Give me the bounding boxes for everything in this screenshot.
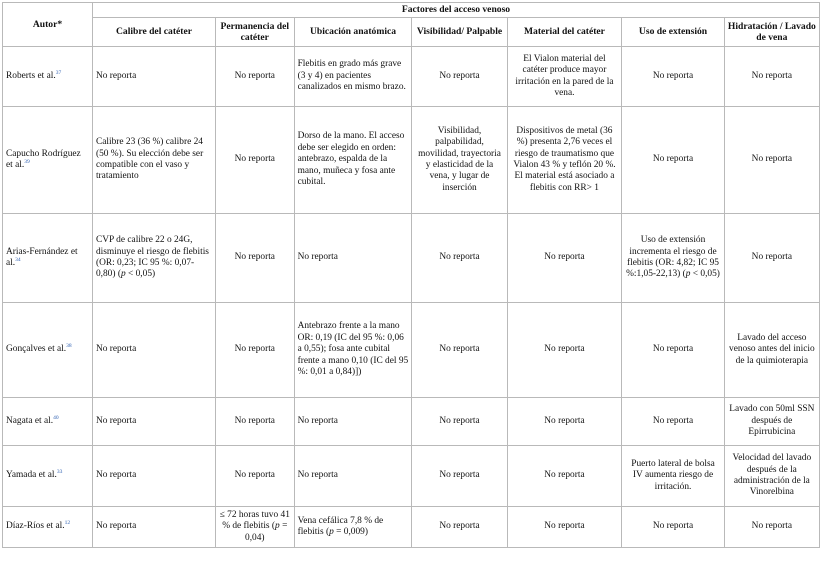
permanencia-cell: No reporta	[216, 303, 295, 398]
author-cell: Capucho Rodríguez et al.$^{39}$	[3, 107, 93, 214]
calibre-cell: CVP de calibre 22 o 24G, disminuye el riesgo de flebitis (OR: 0,23; IC 95 %: 0,07-0,80) (p < 0,05)	[92, 214, 215, 303]
extension-cell: No reporta	[622, 107, 724, 214]
ubicacion-cell: Vena cefálica 7,8 % de flebitis (p = 0,009)	[294, 507, 412, 548]
group-header: Factores del acceso venoso	[92, 3, 819, 18]
ubicacion-cell: No reporta	[294, 398, 412, 446]
permanencia-cell: No reporta	[216, 214, 295, 303]
visibilidad-cell: No reporta	[412, 398, 507, 446]
permanencia-cell: No reporta	[216, 446, 295, 507]
reference-link[interactable]: 37	[55, 69, 62, 76]
reference-link[interactable]: 33	[56, 469, 63, 476]
material-cell: Dispositivos de metal (36 %) presenta 2,76 veces el riesgo de traumatismo que Vialon 43 % y teflón 20 %. El material está asociado a flebitis con RR> 1	[507, 107, 622, 214]
visibilidad-cell: No reporta	[412, 446, 507, 507]
reference-link[interactable]: 34	[15, 256, 21, 263]
reference-link[interactable]: 12	[64, 520, 71, 527]
column-header-calibre: Calibre del catéter	[92, 18, 215, 47]
material-cell: No reporta	[507, 214, 622, 303]
visibilidad-cell: No reporta	[412, 507, 507, 548]
visibilidad-cell: No reporta	[412, 214, 507, 303]
calibre-cell: No reporta	[92, 303, 215, 398]
visibilidad-cell: Visibilidad, palpabilidad, movilidad, trayectoria y elasticidad de la vena, y lugar de inserción	[412, 107, 507, 214]
author-cell: Arias-Fernández et al.$^{34}$	[3, 214, 93, 303]
author-cell: Roberts et al.$^{37}$	[3, 47, 93, 107]
author-cell: Gonçalves et al.$^{38}$	[3, 303, 93, 398]
table-row	[3, 47, 820, 107]
material-cell: No reporta	[507, 507, 622, 548]
ubicacion-cell: Flebitis en grado más grave (3 y 4) en pacientes canalizados en mismo brazo.	[294, 47, 412, 107]
material-cell: No reporta	[507, 398, 622, 446]
hidratacion-cell: No reporta	[724, 47, 819, 107]
table-row	[3, 507, 820, 548]
table-row	[3, 398, 820, 446]
author-cell: Díaz-Ríos et al.$^{12}$	[3, 507, 93, 548]
hidratacion-cell: No reporta	[724, 214, 819, 303]
extension-cell: Puerto lateral de bolsa IV aumenta riesgo de irritación.	[622, 446, 724, 507]
extension-cell: No reporta	[622, 398, 724, 446]
hidratacion-cell: No reporta	[724, 107, 819, 214]
column-header-extension: Uso de extensión	[622, 18, 724, 47]
ubicacion-cell: No reporta	[294, 446, 412, 507]
ubicacion-cell: Antebrazo frente a la mano OR: 0,19 (IC del 95 %: 0,06 a 0,55); fosa ante cubital frente a mano 0,10 (IC del 95 %: 0,01 a 0,84)])	[294, 303, 412, 398]
column-header-material: Material del catéter	[507, 18, 622, 47]
visibilidad-cell: No reporta	[412, 303, 507, 398]
table-row	[3, 107, 820, 214]
venous-access-factors-table	[2, 2, 820, 548]
extension-cell: No reporta	[622, 303, 724, 398]
visibilidad-cell: No reporta	[412, 47, 507, 107]
column-header-permanencia: Permanencia del catéter	[216, 18, 295, 47]
calibre-cell: No reporta	[92, 398, 215, 446]
hidratacion-cell: No reporta	[724, 507, 819, 548]
permanencia-cell: No reporta	[216, 107, 295, 214]
ubicacion-cell: No reporta	[294, 214, 412, 303]
author-column-header: Autor*	[3, 3, 93, 47]
calibre-cell: No reporta	[92, 47, 215, 107]
column-header-ubicacion: Ubicación anatómica	[294, 18, 412, 47]
column-header-visibilidad: Visibilidad/ Palpable	[412, 18, 507, 47]
extension-cell: Uso de extensión incrementa el riesgo de flebitis (OR: 4,82; IC 95 %:1,05-22,13) (p < 0,05)	[622, 214, 724, 303]
reference-link[interactable]: 39	[24, 158, 30, 165]
reference-link[interactable]: 38	[66, 343, 72, 350]
material-cell: No reporta	[507, 446, 622, 507]
author-cell: Yamada et al.$^{33}$	[3, 446, 93, 507]
permanencia-cell: No reporta	[216, 398, 295, 446]
author-cell: Nagata et al.$^{40}$	[3, 398, 93, 446]
extension-cell: No reporta	[622, 47, 724, 107]
material-cell: El Vialon material del catéter produce mayor irritación en la pared de la vena.	[507, 47, 622, 107]
table-row	[3, 303, 820, 398]
hidratacion-cell: Velocidad del lavado después de la administración de la Vinorelbina	[724, 446, 819, 507]
hidratacion-cell: Lavado del acceso venoso antes del inicio de la quimioterapia	[724, 303, 819, 398]
table-row	[3, 214, 820, 303]
calibre-cell: Calibre 23 (36 %) calibre 24 (50 %). Su elección debe ser compatible con el vaso y tratamiento	[92, 107, 215, 214]
calibre-cell: No reporta	[92, 446, 215, 507]
permanencia-cell: ≤ 72 horas tuvo 41 % de flebitis (p = 0,04)	[216, 507, 295, 548]
permanencia-cell: No reporta	[216, 47, 295, 107]
reference-link[interactable]: 40	[53, 414, 59, 421]
table-row	[3, 446, 820, 507]
ubicacion-cell: Dorso de la mano. El acceso debe ser elegido en orden: antebrazo, espalda de la mano, muñeca y fosa ante cubital.	[294, 107, 412, 214]
column-header-hidratacion: Hidratación / Lavado de vena	[724, 18, 819, 47]
material-cell: No reporta	[507, 303, 622, 398]
calibre-cell: No reporta	[92, 507, 215, 548]
extension-cell: No reporta	[622, 507, 724, 548]
hidratacion-cell: Lavado con 50ml SSN después de Epirrubicina	[724, 398, 819, 446]
